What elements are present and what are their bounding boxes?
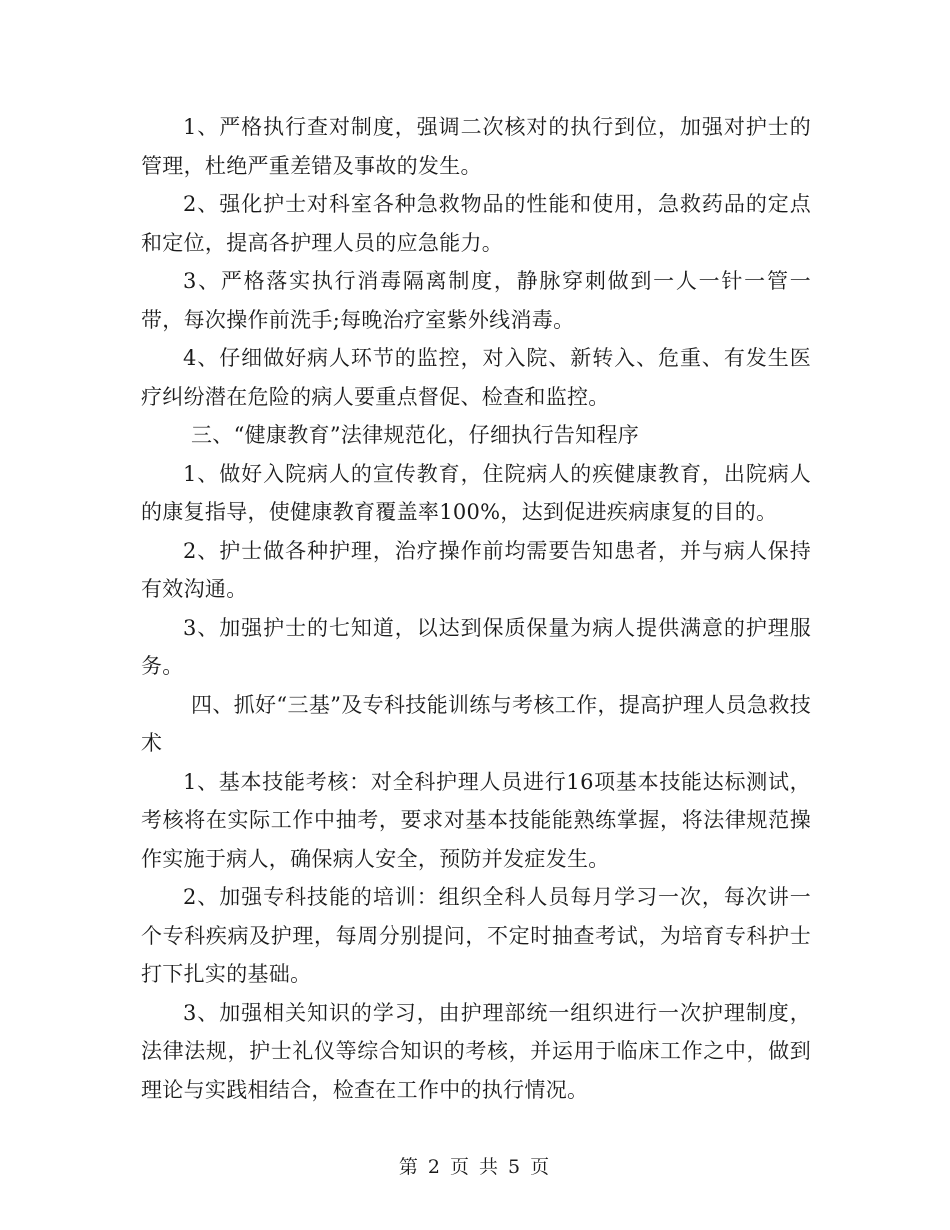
paragraph-3-3: 3、加强护士的七知道，以达到保质保量为病人提供满意的护理服务。 (141, 615, 811, 678)
section-heading-4: 四、抓好“三基”及专科技能训练与考核工作，提高护理人员急救技术 (141, 692, 811, 755)
paragraph-1-3: 3、严格落实执行消毒隔离制度，静脉穿刺做到一人一针一管一带，每次操作前洗手;每晚治疗室紫外线消毒。 (141, 269, 811, 332)
paragraph-1-2: 2、强化护士对科室各种急救物品的性能和使用，急救药品的定点和定位，提高各护理人员的应急能力。 (141, 192, 811, 255)
paragraph-3-1: 1、做好入院病人的宣传教育，住院病人的疾健康教育，出院病人的康复指导，使健康教育覆盖率100%，达到促进疾病康复的目的。 (141, 461, 811, 524)
paragraph-1-1: 1、严格执行查对制度，强调二次核对的执行到位，加强对护士的管理，杜绝严重差错及事故的发生。 (141, 115, 811, 178)
paragraph-1-4: 4、仔细做好病人环节的监控，对入院、新转入、危重、有发生医疗纠纷潜在危险的病人要重点督促、检查和监控。 (141, 346, 811, 409)
paragraph-4-1: 1、基本技能考核：对全科护理人员进行16项基本技能达标测试，考核将在实际工作中抽考，要求对基本技能能熟练掌握，将法律规范操作实施于病人，确保病人安全，预防并发症发生。 (141, 769, 811, 871)
section-heading-3: 三、“健康教育”法律规范化，仔细执行告知程序 (191, 423, 640, 447)
document-body (141, 108, 811, 1109)
paragraph-3-2: 2、护士做各种护理，治疗操作前均需要告知患者，并与病人保持有效沟通。 (141, 538, 811, 601)
paragraph-4-3: 3、加强相关知识的学习，由护理部统一组织进行一次护理制度，法律法规，护士礼仪等综合知识的考核，并运用于临床工作之中，做到理论与实践相结合，检查在工作中的执行情况。 (141, 1000, 811, 1102)
paragraph-4-2: 2、加强专科技能的培训：组织全科人员每月学习一次，每次讲一个专科疾病及护理，每周分别提问，不定时抽查考试，为培育专科护士打下扎实的基础。 (141, 885, 811, 986)
page-number-footer: 第 2 页 共 5 页 (398, 1156, 552, 1178)
